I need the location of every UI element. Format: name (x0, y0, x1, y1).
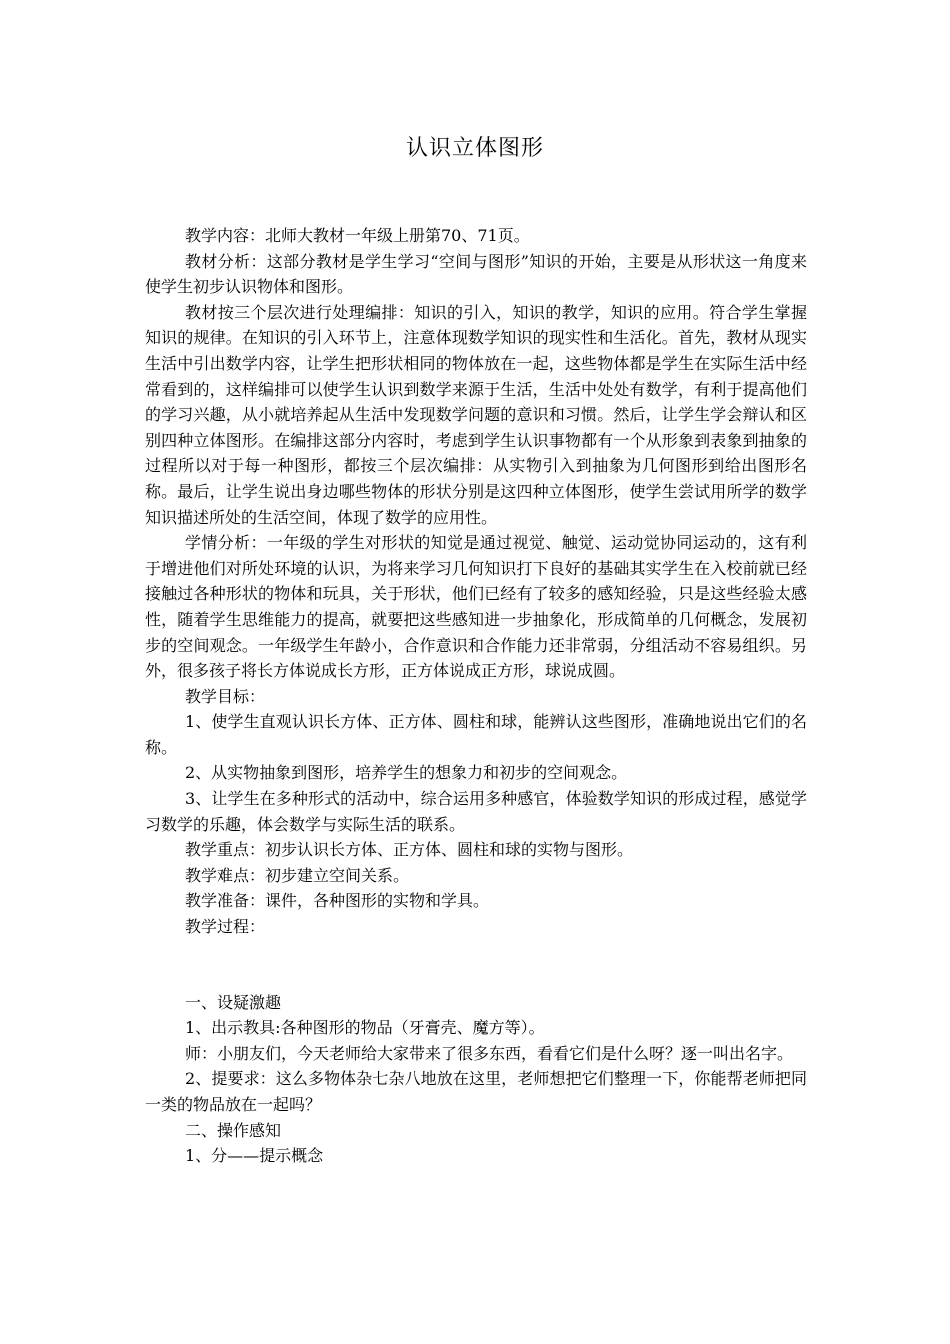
paragraph-key-points: 教学重点：初步认识长方体、正方体、圆柱和球的实物与图形。 (185, 840, 634, 860)
document-title: 认识立体图形 (405, 136, 544, 161)
paragraph-process-heading: 教学过程： (185, 917, 266, 937)
paragraph-section-1-heading: 一、设疑激趣 (185, 992, 282, 1012)
paragraph-student-analysis: 学情分析：一年级的学生对形状的知觉是通过视觉、触觉、运动觉协同运动的，这有利于增进他们对所处环境的认识，为将来学习几何知识打下良好的基础其实学生在入校前就已经接触过各种形状的物体和玩具，关于形状，他们已经有了较多的感知经验，只是这些经验太感性，随着学生思维能力的提高，就要把这些感知进一步抽象化，形成简单的几何概念，发展初步的空间观念。一年级学生年龄小，合作意识和合作能力还非常弱，分组活动不容易组织。另外，很多孩子将长方体说成长方形，正方体说成正方形，球说成圆。 (145, 533, 807, 681)
paragraph-teaching-content: 教学内容：北师大教材一年级上册第70、71页。 (185, 226, 530, 245)
paragraph-textbook-analysis: 教材分析：这部分教材是学生学习“空间与图形”知识的开始，主要是从形状这一角度来使学生初步认识物体和图形。 (145, 251, 807, 297)
paragraph-section-2-heading: 二、操作感知 (185, 1120, 282, 1140)
paragraph-goal-1: 1、使学生直观认识长方体、正方体、圆柱和球，能辨认这些图形，准确地说出它们的名称。 (145, 712, 807, 757)
paragraph-teaching-goals-heading: 教学目标： (185, 686, 266, 706)
paragraph-textbook-structure: 教材按三个层次进行处理编排：知识的引入，知识的教学，知识的应用。符合学生掌握知识的规律。在知识的引入环节上，注意体现数学知识的现实性和生活化。首先，教材从现实生活中引出数学内容，让学生把形状相同的物体放在一起，这些物体都是学生在实际生活中经常看到的，这样编排可以使学生认识到数学来源于生活，生活中处处有数学，有利于提高他们的学习兴趣，从小就培养起从生活中发现数学问题的意识和习惯。然后，让学生学会辩认和区别四种立体图形。在编排这部分内容时，考虑到学生认识事物都有一个从形象到表象到抽象的过程所以对于每一种图形，都按三个层次编排：从实物引入到抽象为几何图形到给出图形名称。最后，让学生说出身边哪些物体的形状分别是这四种立体图形，使学生尝试用所学的数学知识描述所处的生活空间，体现了数学的应用性。 (145, 302, 807, 527)
document-body (145, 223, 807, 1169)
paragraph-goal-2: 2、从实物抽象到图形，培养学生的想象力和初步的空间观念。 (185, 763, 628, 783)
paragraph-preparation: 教学准备：课件，各种图形的实物和学具。 (185, 891, 490, 911)
paragraph-step-show-props: 1、出示教具:各种图形的物品（牙膏壳、魔方等）。 (185, 1018, 545, 1038)
paragraph-step-request: 2、提要求：这么多物体杂七杂八地放在这里，老师想把它们整理一下，你能帮老师把同一类的物品放在一起吗？ (145, 1069, 807, 1114)
paragraph-goal-3: 3、让学生在多种形式的活动中，综合运用多种感官，体验数学知识的形成过程，感觉学习数学的乐趣，体会数学与实际生活的联系。 (145, 789, 807, 834)
paragraph-difficulties: 教学难点：初步建立空间关系。 (185, 865, 410, 885)
paragraph-teacher-dialogue: 师：小朋友们，今天老师给大家带来了很多东西，看看它们是什么呀？逐一叫出名字。 (185, 1043, 794, 1063)
section-gap (145, 940, 807, 990)
paragraph-step-classify: 1、分——提示概念 (185, 1146, 324, 1166)
